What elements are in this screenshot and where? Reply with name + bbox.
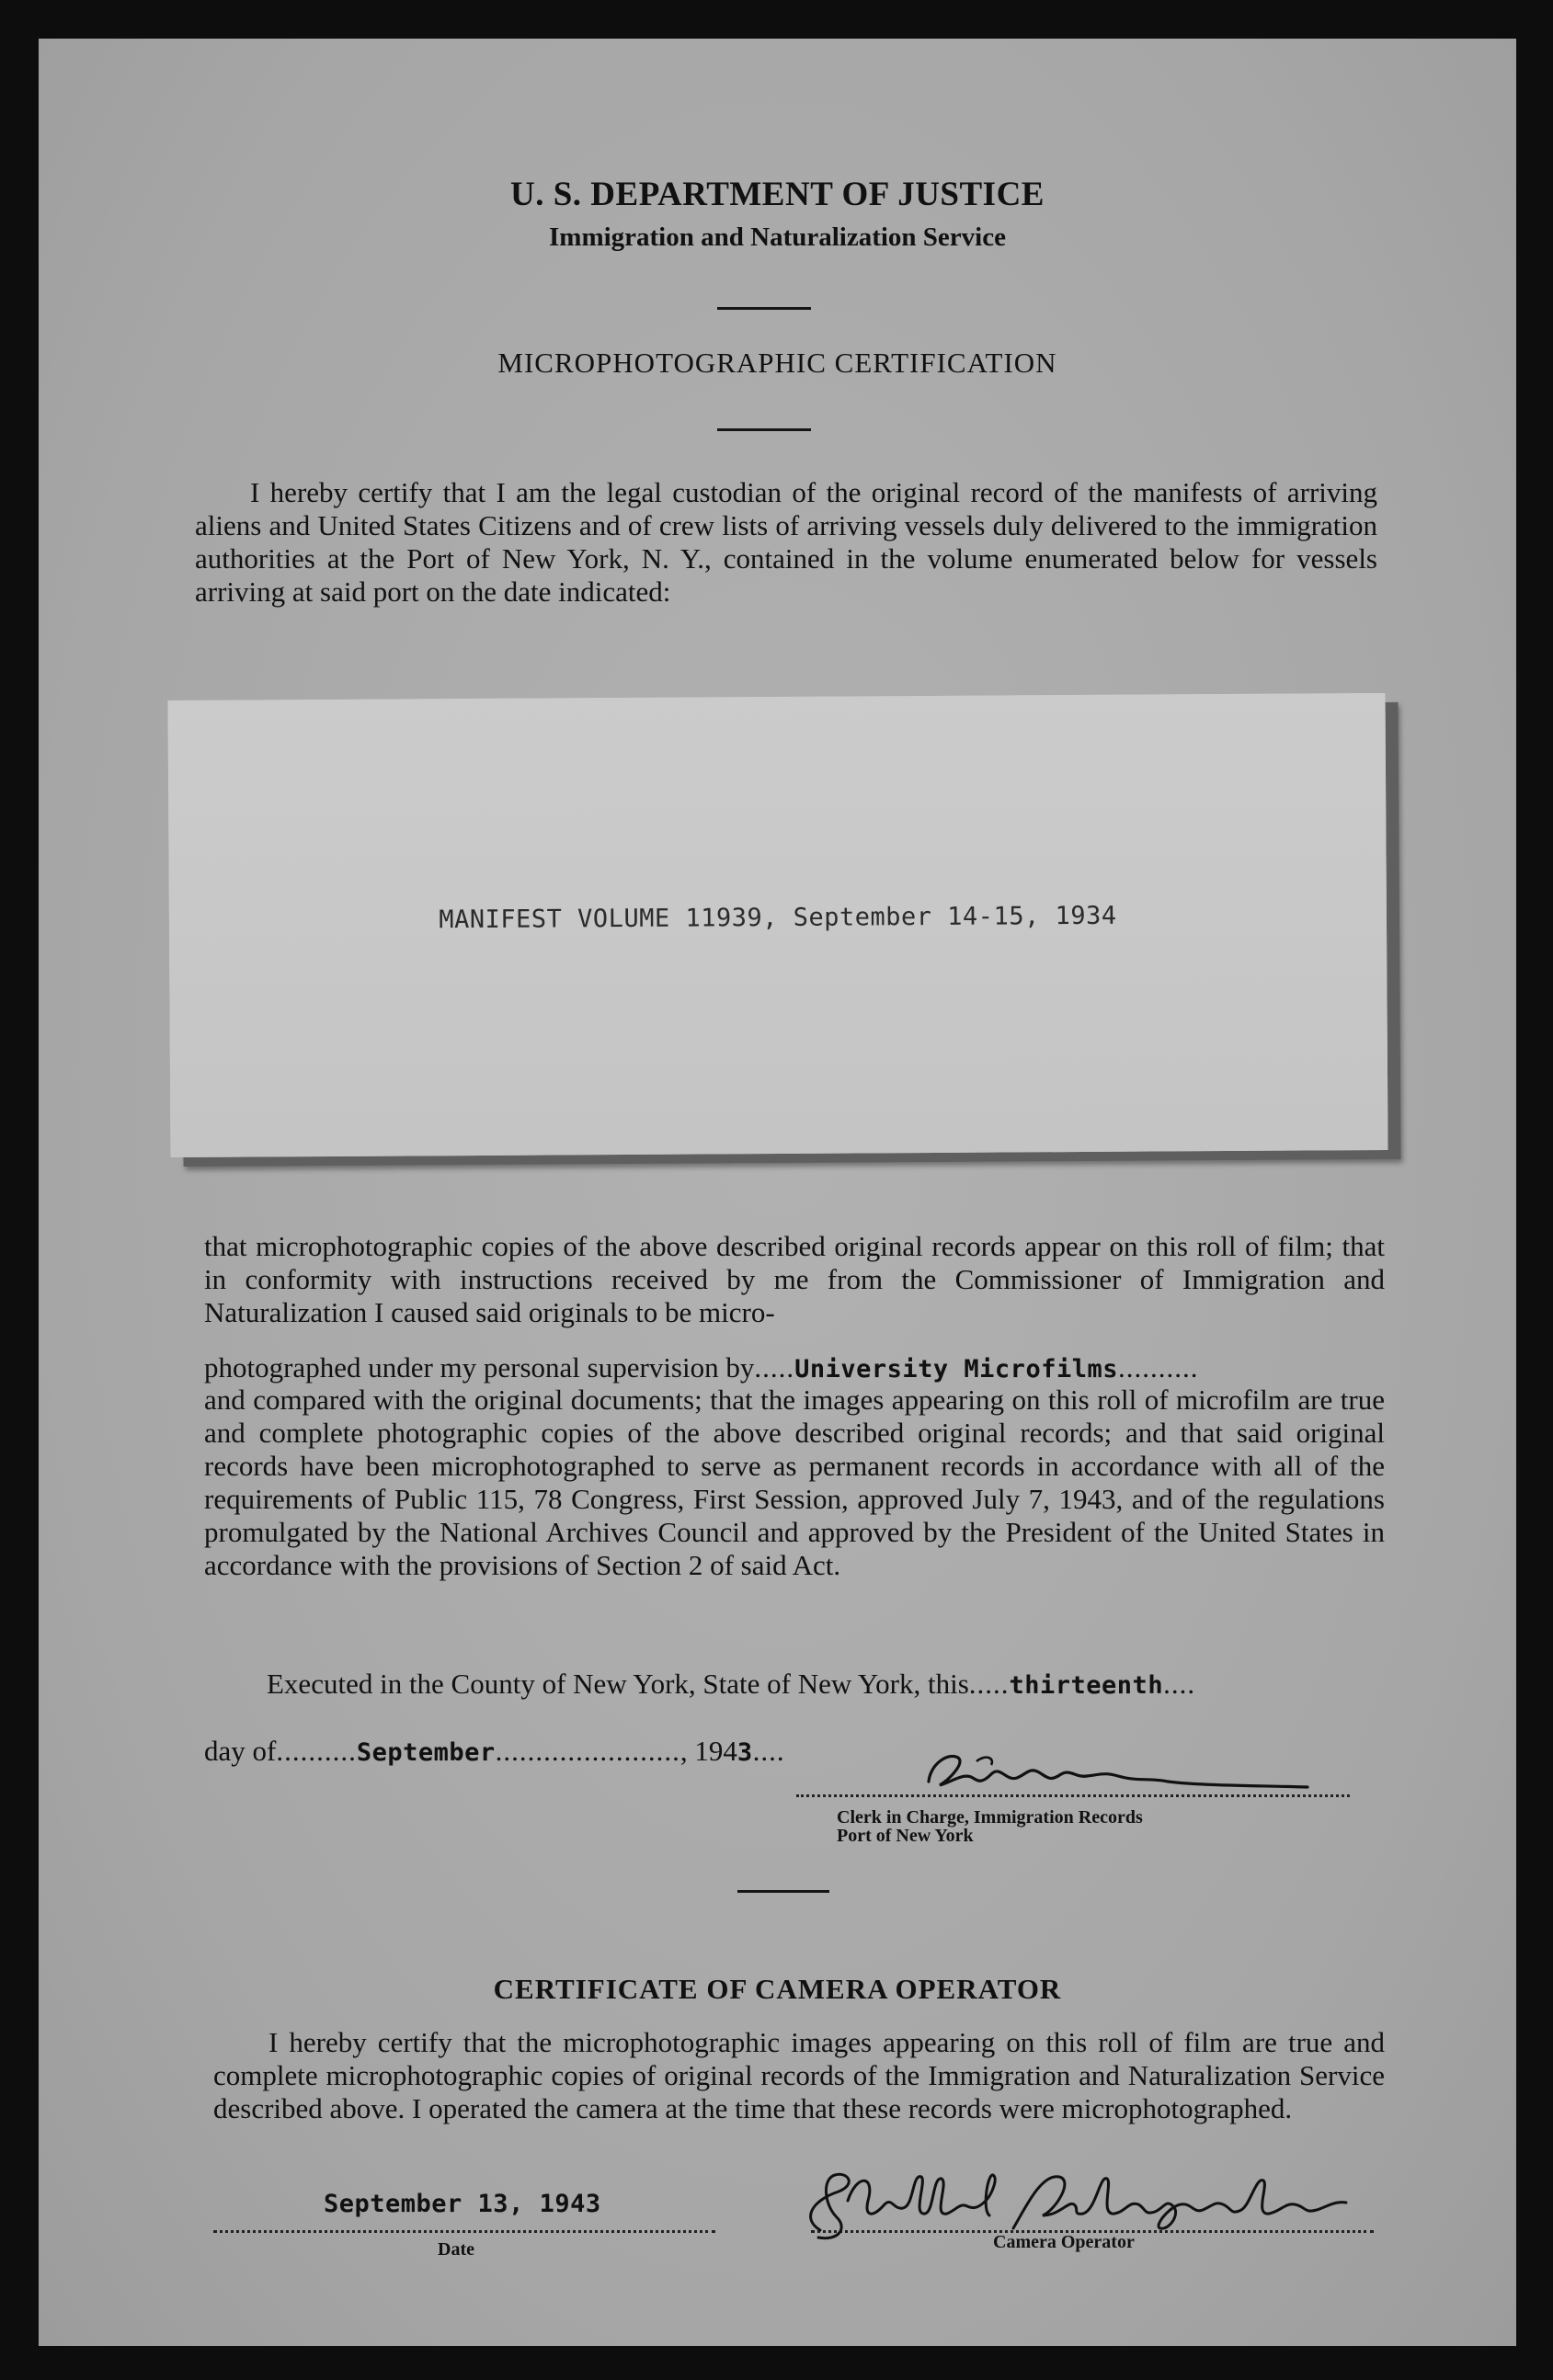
service-subheading: Immigration and Naturalization Service <box>549 222 1006 252</box>
clerk-title-line2: Port of New York <box>837 1826 974 1846</box>
body-paragraph-part1: that microphotographic copies of the above described original records appear on this roll of film; that in conformity with instructions received by me from the Commissioner of Immigration and Naturalization I caused said originals to be micro- <box>204 1230 1385 1328</box>
day-of-label: day of <box>204 1735 277 1767</box>
date-label: Date <box>438 2239 474 2260</box>
date-line <box>213 2230 715 2233</box>
title-divider <box>717 428 811 431</box>
executed-lead: Executed in the County of New York, State of New York, this <box>267 1668 969 1700</box>
intro-paragraph: I hereby certify that I am the legal custodian of the original record of the manifests of arriving aliens and United States Citizens and of crew lists of arriving vessels duly delivered to the immigration authorities at the Port of New York, N. Y., contained in the volume enumerated below for vessels arriving at said port on the date indicated: <box>195 476 1377 608</box>
camera-certificate-title: CERTIFICATE OF CAMERA OPERATOR <box>493 1973 1062 2005</box>
body-paragraph-part3: and compared with the original documents; that the images appearing on this roll of microfilm are true and complete photographic copies of the above described original records; and that said original records have been microphotographed to serve as permanent records in accordance with all of the requirements of Public 115, 78 Congress, First Session, approved July 7, 1943, and of the regulations promulgated by the National Archives Council and approved by the President of the United States in accordance with the provisions of Section 2 of said Act. <box>204 1384 1385 1581</box>
filmed-by-value: University Microfilms <box>794 1355 1118 1384</box>
clerk-title-line1: Clerk in Charge, Immigration Records <box>837 1807 1143 1828</box>
executed-line: Executed in the County of New York, State of New York, this.....thirteenth.... <box>267 1668 1196 1700</box>
executed-year-prefix: , 194 <box>679 1735 737 1767</box>
camera-date-value: September 13, 1943 <box>324 2190 601 2218</box>
day-of-line: day of..........September......................., 1943.... <box>204 1735 785 1767</box>
record-slip <box>167 693 1387 1157</box>
filmed-by-line: photographed under my personal supervision by.....University Microfilms.......... <box>204 1351 1199 1384</box>
camera-operator-label: Camera Operator <box>993 2232 1135 2252</box>
filmed-by-lead: photographed under my personal supervision by <box>204 1351 755 1384</box>
manifest-volume-label: MANIFEST VOLUME 11939, September 14-15, 1934 <box>439 901 1117 935</box>
executed-year-digit: 3 <box>737 1738 753 1767</box>
executed-month: September <box>356 1738 496 1767</box>
certificate-sheet <box>39 39 1516 2346</box>
camera-certificate-text: I hereby certify that the microphotographic images appearing on this roll of film are true and complete microphotographic copies of original records of the Immigration and Naturalization Service described above. I operated the camera at the time that these records were microphotographed. <box>213 2026 1385 2124</box>
clerk-signature <box>921 1745 1344 1800</box>
heading-divider <box>717 307 811 310</box>
executed-day: thirteenth <box>1009 1671 1164 1700</box>
section-divider <box>737 1890 829 1893</box>
department-heading: U. S. DEPARTMENT OF JUSTICE <box>510 176 1045 213</box>
form-title: MICROPHOTOGRAPHIC CERTIFICATION <box>497 347 1057 379</box>
